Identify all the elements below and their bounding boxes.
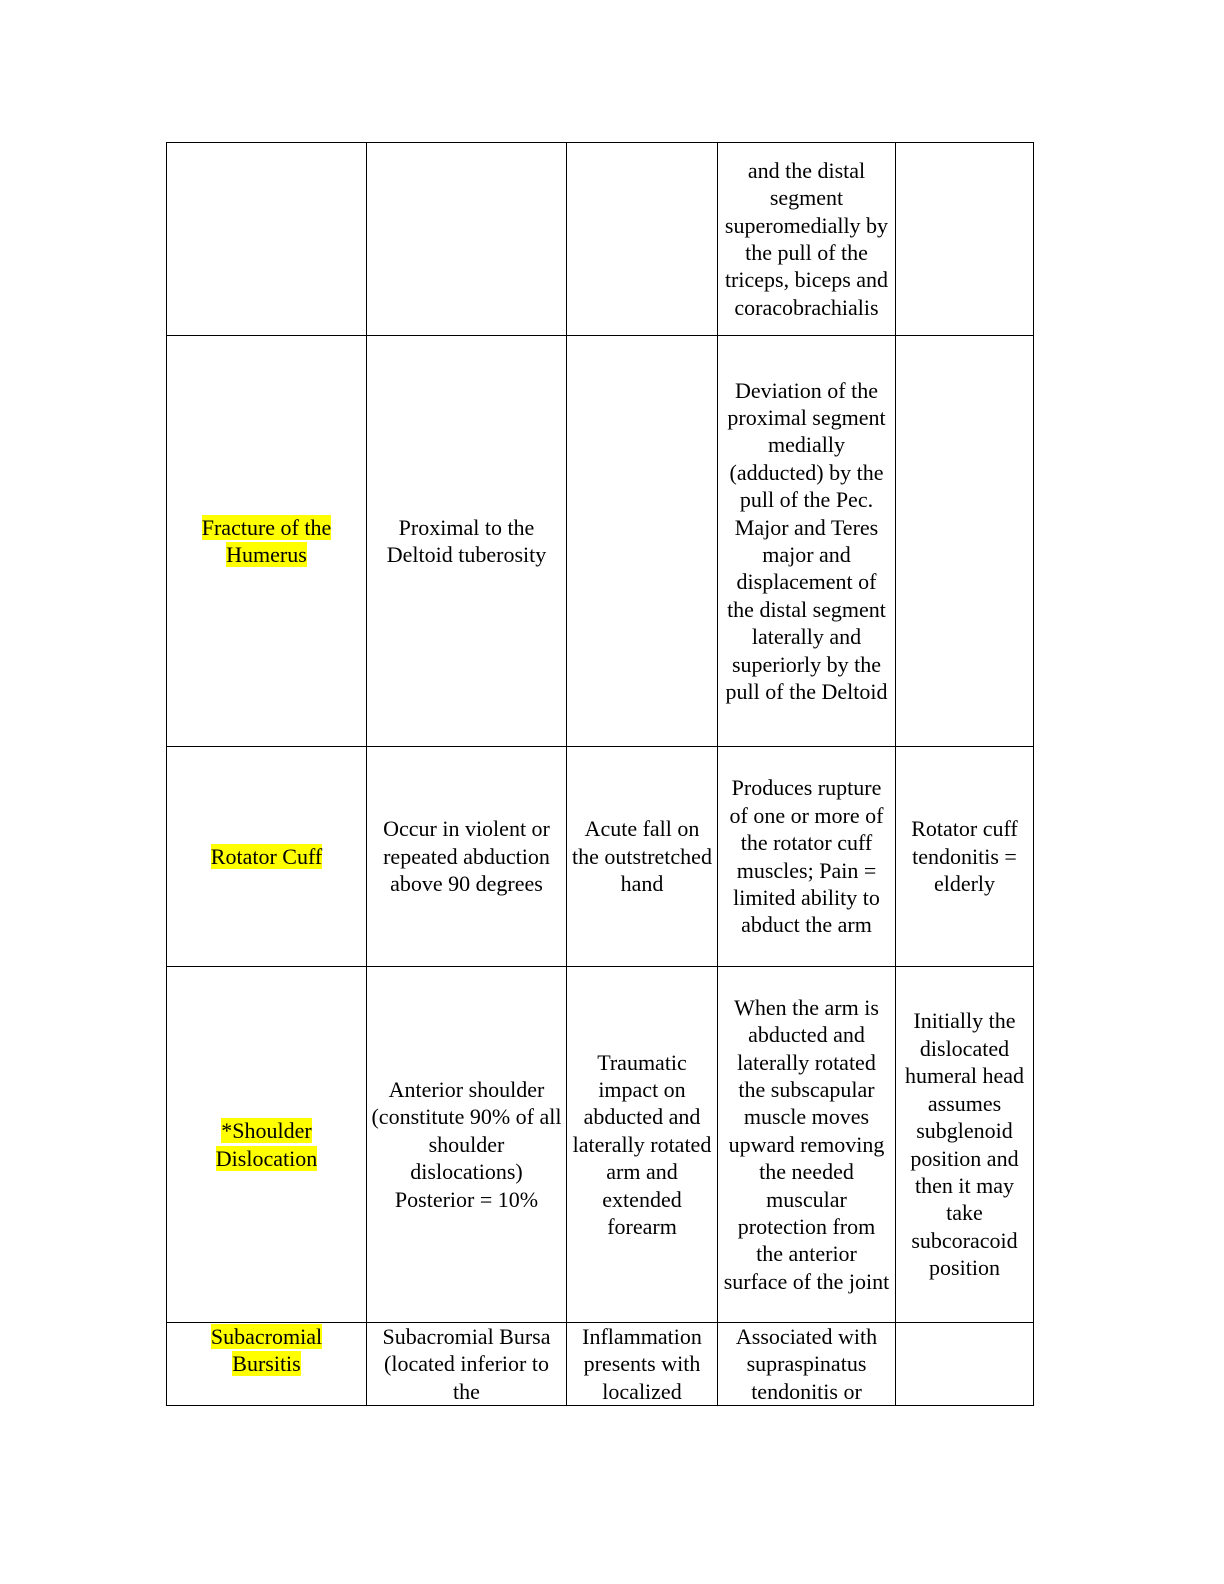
effect-text: Produces rupture of one or more of the rotator cuff muscles; Pain = limited ability to abduct the arm (729, 775, 884, 938)
table-row (167, 143, 1034, 336)
location-cell (367, 336, 567, 747)
condition-cell (167, 1323, 367, 1406)
effect-cell (718, 967, 896, 1323)
cause-cell (567, 336, 718, 747)
cause-cell (567, 1323, 718, 1406)
location-text: Subacromial Bursa (located inferior to the (382, 1324, 551, 1404)
table-row (167, 747, 1034, 967)
condition-cell (167, 143, 367, 336)
conditions-table (166, 142, 1034, 1406)
effect-cell (718, 143, 896, 336)
effect-cell (718, 1323, 896, 1406)
location-text: Occur in violent or repeated abduction above 90 degrees (383, 816, 550, 897)
condition-label: Fracture of the Humerus (201, 514, 332, 567)
cause-cell (567, 967, 718, 1323)
notes-cell (896, 143, 1034, 336)
location-text: Anterior shoulder (constitute 90% of all shoulder dislocations) Posterior = 10% (371, 1076, 562, 1212)
cause-cell (567, 747, 718, 967)
cause-text: Inflammation presents with localized (582, 1324, 702, 1404)
condition-cell (167, 747, 367, 967)
condition-label: *Shoulder Dislocation (215, 1118, 318, 1171)
cause-text: Traumatic impact on abducted and laterally rotated arm and extended forearm (572, 1049, 712, 1240)
condition-cell (167, 967, 367, 1323)
table-row (167, 967, 1034, 1323)
condition-label: Rotator Cuff (210, 843, 323, 869)
notes-text: Rotator cuff tendonitis = elderly (911, 816, 1018, 897)
notes-cell (896, 747, 1034, 967)
notes-cell (896, 967, 1034, 1323)
effect-text: Deviation of the proximal segment medially (adducted) by the pull of the Pec. Major and Teres major and displacement of the distal segment laterally and superiorly by the pull of the Deltoid (725, 377, 888, 705)
location-cell (367, 1323, 567, 1406)
condition-cell (167, 336, 367, 747)
cause-cell (567, 143, 718, 336)
condition-label: Subacromial Bursitis (210, 1324, 323, 1377)
effect-text: Associated with supraspinatus tendonitis or (735, 1324, 878, 1404)
table-row (167, 1323, 1034, 1406)
cause-text: Acute fall on the outstretched hand (572, 816, 712, 897)
location-cell (367, 143, 567, 336)
location-text: Proximal to the Deltoid tuberosity (386, 514, 547, 567)
effect-cell (718, 747, 896, 967)
location-cell (367, 967, 567, 1323)
location-cell (367, 747, 567, 967)
notes-text: Initially the dislocated humeral head assumes subglenoid position and then it may take subcoracoid position (904, 1008, 1025, 1281)
effect-cell (718, 336, 896, 747)
table-row (167, 336, 1034, 747)
effect-text: and the distal segment superomedially by the pull of the triceps, biceps and coracobrachialis (724, 157, 889, 320)
effect-text: When the arm is abducted and laterally rotated the subscapular muscle moves upward removing the needed muscular protection from the anterior surface of the joint (723, 994, 890, 1294)
notes-cell (896, 1323, 1034, 1406)
notes-cell (896, 336, 1034, 747)
